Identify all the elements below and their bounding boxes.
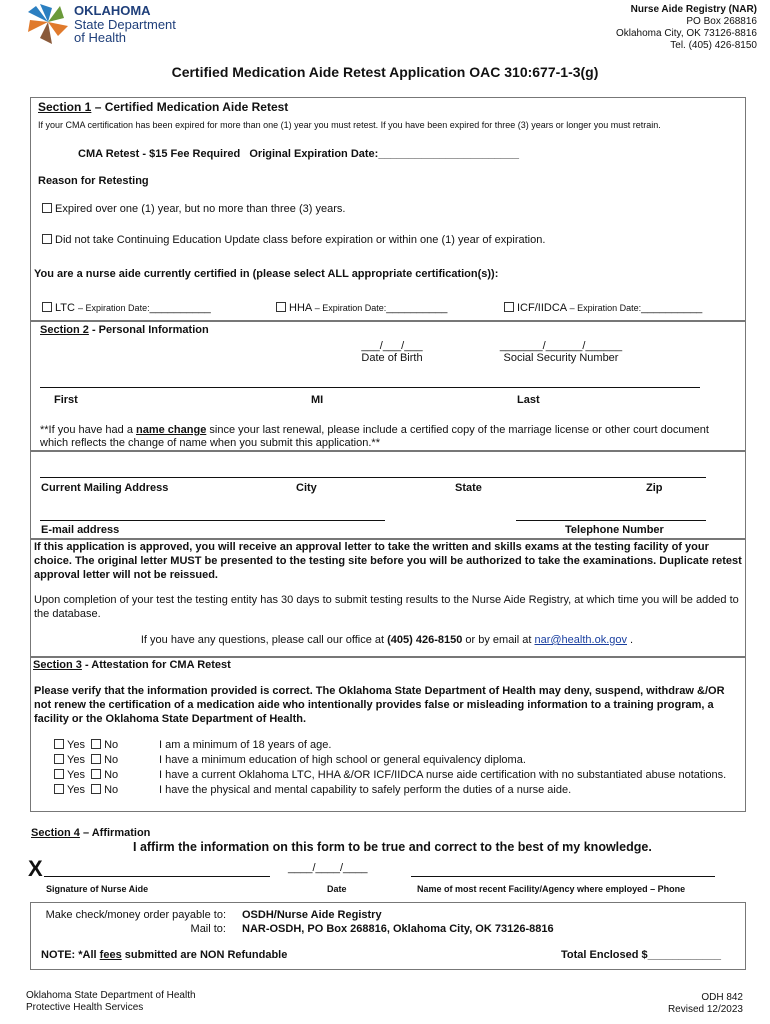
no-checkbox-1[interactable] [91, 739, 101, 749]
footer-org: Oklahoma State Department of Health Protective Health Services [26, 990, 196, 1013]
payable-value: OSDH/Nurse Aide Registry [242, 909, 382, 921]
logo-line-1: OKLAHOMA [74, 3, 151, 18]
date-blank[interactable]: ____/____/____ [288, 862, 368, 874]
header-address [616, 4, 757, 52]
cert-icf[interactable]: ICF/IIDCA – Expiration Date:__________ [504, 302, 702, 314]
facility-label: Name of most recent Facility/Agency where employed – Phone [417, 884, 686, 894]
ssn-label: Social Security Number [503, 352, 619, 364]
section-1-heading: Section 1 – Certified Medication Aide Retest [38, 100, 289, 114]
approval-note: If this application is approved, you will receive an approval letter to take the written and skills exams at the testing facility of your choice. The original letter MUST be presented to the testing site before you will be authorized to take the examinations. Duplicate retest approval letter will not be reissued. [34, 541, 742, 581]
attest-item: I have a current Oklahoma LTC, HHA &/OR ICF/IIDCA nurse aide certification with no substantiated abuse notations. [159, 769, 727, 781]
mail-value: NAR-OSDH, PO Box 268816, Oklahoma City, OK 73126-8816 [242, 923, 554, 935]
signature-line[interactable] [44, 876, 270, 877]
yes-checkbox-1[interactable] [54, 739, 64, 749]
logo-mark-icon [26, 2, 70, 46]
last-label: Last [517, 394, 540, 406]
address-line[interactable] [40, 477, 706, 478]
mail-label: Mail to: [190, 923, 226, 935]
dob-field[interactable]: ___/___/___ Date of Birth [340, 340, 444, 364]
form-title: Certified Medication Aide Retest Application OAC 310:677-1-3(g) [171, 64, 599, 80]
email-link[interactable]: nar@health.ok.gov [534, 634, 627, 646]
cert-heading: You are a nurse aide currently certified in (please select ALL appropriate certification(s)): [34, 268, 499, 280]
email-label: E-mail address [41, 524, 120, 536]
contact-line: If you have any questions, please call our office at (405) 426-8150 or by email at nar@health.ok.gov . [140, 634, 634, 646]
attest-yes-no[interactable]: Yes No Yes No Yes No Yes No [54, 738, 118, 798]
name-line[interactable] [40, 387, 700, 388]
logo-line-3: of Health [74, 30, 127, 45]
payable-label: Make check/money order payable to: [45, 909, 226, 921]
reason-heading: Reason for Retesting [38, 175, 149, 187]
name-change-note: **If you have had a name change since your last renewal, please include a certified copy of the marriage license or other court document which reflects the change of name when you submit this application.** [40, 424, 709, 449]
reason-1-checkbox[interactable] [42, 203, 52, 213]
section-2-heading: Section 2 - Personal Information [40, 324, 209, 336]
section-1-intro: If your CMA certification has been expired for more than one (1) year you must retest. If you have been expired for three (3) years or longer you must retrain. [38, 120, 661, 130]
yes-checkbox-2[interactable] [54, 754, 64, 764]
zip-label: Zip [646, 482, 663, 494]
total-enclosed[interactable]: Total Enclosed $____________ [561, 949, 722, 961]
mi-label: MI [311, 394, 324, 406]
yes-checkbox-3[interactable] [54, 769, 64, 779]
yes-checkbox-4[interactable] [54, 784, 64, 794]
header-org: Nurse Aide Registry (NAR) [630, 4, 757, 15]
footer-form [668, 992, 743, 1016]
state-label: State [455, 482, 482, 494]
header-city: Oklahoma City, OK 73126-8816 [615, 28, 757, 39]
dob-label: Date of Birth [361, 352, 423, 364]
reason-2-checkbox[interactable] [42, 234, 52, 244]
reason-option-2[interactable]: Did not take Continuing Education Update class before expiration or within one (1) year of expiration. [42, 234, 545, 246]
attest-item: I am a minimum of 18 years of age. [159, 739, 332, 751]
no-checkbox-2[interactable] [91, 754, 101, 764]
mailing-label: Current Mailing Address [41, 482, 169, 494]
city-label: City [296, 482, 317, 494]
reason-option-1[interactable]: Expired over one (1) year, but no more than three (3) years. [42, 203, 345, 215]
no-checkbox-4[interactable] [91, 784, 101, 794]
facility-line[interactable] [411, 876, 715, 877]
no-checkbox-3[interactable] [91, 769, 101, 779]
header-po: PO Box 268816 [686, 16, 757, 27]
fee-line: CMA Retest - $15 Fee Required Original Expiration Date:_______________________ [78, 148, 520, 160]
section-4-heading: Section 4 – Affirmation [31, 827, 151, 839]
hha-checkbox[interactable] [276, 302, 286, 312]
header-tel: Tel. (405) 426-8150 [670, 40, 757, 51]
signature-x: X [28, 856, 43, 881]
osdh-logo [26, 2, 191, 46]
verify-text: Please verify that the information provided is correct. The Oklahoma State Department of Health may deny, suspend, withdraw &/OR not renew the certification of a medication aide who intentionally provides false or misleading information to a training program, a facility or the Oklahoma State Department of Health. [34, 685, 725, 725]
signature-label: Signature of Nurse Aide [46, 884, 149, 894]
revision-date: Revised 12/2023 [667, 1004, 743, 1015]
ssn-field[interactable]: _______/______/______ Social Security Number [488, 340, 634, 364]
icf-checkbox[interactable] [504, 302, 514, 312]
date-label: Date [327, 884, 347, 894]
form-number: ODH 842 [701, 992, 743, 1003]
section-3-heading: Section 3 - Attestation for CMA Retest [33, 659, 231, 671]
first-label: First [54, 394, 78, 406]
ltc-checkbox[interactable] [42, 302, 52, 312]
cert-hha[interactable]: HHA – Expiration Date:__________ [276, 302, 447, 314]
attest-item: I have the physical and mental capability to safely perform the duties of a nurse aide. [159, 784, 572, 796]
attest-item: I have a minimum education of high school or general equivalency diploma. [159, 754, 526, 766]
completion-note: Upon completion of your test the testing entity has 30 days to submit testing results to the Nurse Aide Registry, at which time you will be added to the database. [34, 594, 739, 620]
payment-values [242, 908, 554, 936]
email-line[interactable] [40, 520, 385, 521]
logo-line-2: State Department [74, 17, 176, 32]
phone-label: Telephone Number [565, 524, 664, 536]
cert-ltc[interactable]: LTC – Expiration Date:__________ [42, 302, 211, 314]
attest-items [159, 738, 743, 798]
payment-labels [36, 908, 226, 936]
phone-line[interactable] [516, 520, 706, 521]
affirm-text: I affirm the information on this form to be true and correct to the best of my knowledge. [133, 840, 652, 854]
refund-note: NOTE: *All fees submitted are NON Refundable [41, 949, 288, 961]
